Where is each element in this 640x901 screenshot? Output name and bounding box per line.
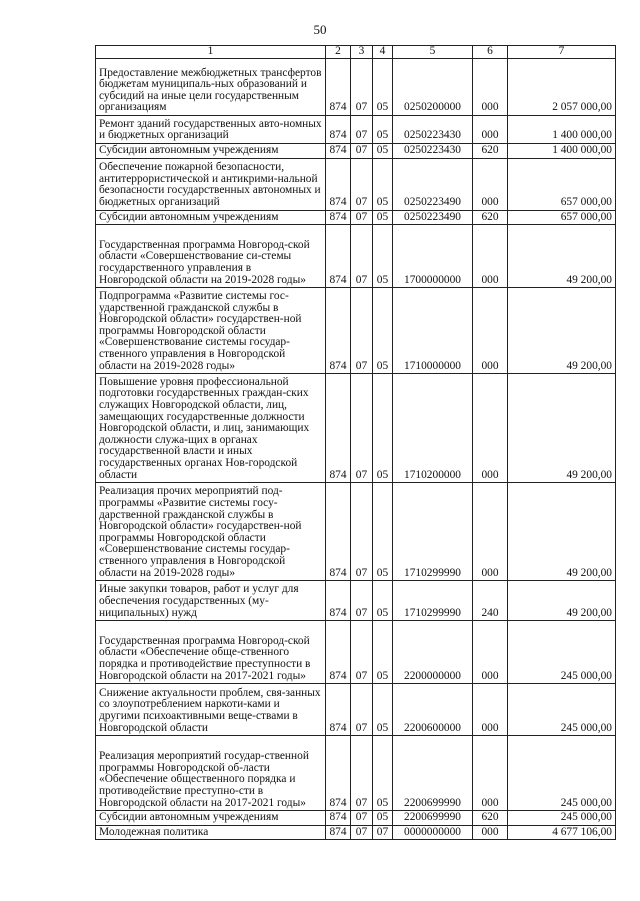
table-row [96, 736, 616, 811]
section-code: 07 [351, 225, 373, 288]
admin-code: 874 [326, 581, 351, 621]
subsection-code: 05 [373, 621, 393, 684]
column-header: 1 [96, 46, 326, 59]
section-code: 07 [351, 825, 373, 840]
target-article-code: 0250200000 [393, 59, 473, 116]
target-article-code: 0250223430 [393, 144, 473, 159]
table-row [96, 59, 616, 116]
amount-value: 49 200,00 [508, 288, 616, 374]
expense-type-code: 000 [473, 684, 508, 736]
row-name: Молодежная политика [96, 825, 326, 840]
table-row [96, 116, 616, 144]
section-code: 07 [351, 374, 373, 483]
table-row [96, 621, 616, 684]
target-article-code: 1710299990 [393, 581, 473, 621]
section-code: 07 [351, 811, 373, 826]
subsection-code: 05 [373, 225, 393, 288]
table-row [96, 811, 616, 826]
target-article-code: 1710200000 [393, 374, 473, 483]
expense-type-code: 620 [473, 811, 508, 826]
admin-code: 874 [326, 621, 351, 684]
row-name: Иные закупки товаров, работ и услуг для обеспечения государственных (му-ниципальных) нужд [96, 581, 326, 621]
expense-type-code: 000 [473, 116, 508, 144]
table-row [96, 288, 616, 374]
amount-value: 657 000,00 [508, 158, 616, 210]
section-code: 07 [351, 684, 373, 736]
row-name: Ремонт зданий государственных авто-номных и бюджетных организаций [96, 116, 326, 144]
subsection-code: 05 [373, 581, 393, 621]
table-row [96, 581, 616, 621]
table-row [96, 144, 616, 159]
amount-value: 657 000,00 [508, 210, 616, 225]
amount-value: 49 200,00 [508, 225, 616, 288]
row-name: Реализация мероприятий государ-ственной программы Новгородской об-ласти «Обеспечение общественного порядка и противодействие преступно-сти в Новгородской области на 2017-2021 годы» [96, 736, 326, 811]
target-article-code: 0250223490 [393, 158, 473, 210]
row-name: Обеспечение пожарной безопасности, антитеррористической и антикрими-нальной безопасности государственных автономных и бюджетных организаций [96, 158, 326, 210]
admin-code: 874 [326, 811, 351, 826]
amount-value: 245 000,00 [508, 684, 616, 736]
section-code: 07 [351, 581, 373, 621]
expense-type-code: 620 [473, 210, 508, 225]
row-name: Снижение актуальности проблем, свя-занных со злоупотреблением наркоти-ками и другими психоактивными веще-ствами в Новгородской области [96, 684, 326, 736]
section-code: 07 [351, 288, 373, 374]
admin-code: 874 [326, 116, 351, 144]
column-header: 3 [351, 46, 373, 59]
section-code: 07 [351, 158, 373, 210]
amount-value: 4 677 106,00 [508, 825, 616, 840]
target-article-code: 1700000000 [393, 225, 473, 288]
target-article-code: 1710299990 [393, 483, 473, 581]
target-article-code: 2200699990 [393, 736, 473, 811]
amount-value: 49 200,00 [508, 374, 616, 483]
section-code: 07 [351, 144, 373, 159]
section-code: 07 [351, 736, 373, 811]
table-row [96, 225, 616, 288]
section-code: 07 [351, 621, 373, 684]
subsection-code: 05 [373, 288, 393, 374]
admin-code: 874 [326, 684, 351, 736]
amount-value: 1 400 000,00 [508, 116, 616, 144]
admin-code: 874 [326, 144, 351, 159]
row-name: Субсидии автономным учреждениям [96, 210, 326, 225]
expense-type-code: 000 [473, 288, 508, 374]
subsection-code: 05 [373, 59, 393, 116]
admin-code: 874 [326, 374, 351, 483]
section-code: 07 [351, 116, 373, 144]
row-name: Государственная программа Новгород-ской области «Совершенствование си-стемы государственного управления в Новгородской области на 2019-2028 годы» [96, 225, 326, 288]
section-code: 07 [351, 483, 373, 581]
target-article-code: 2200699990 [393, 811, 473, 826]
admin-code: 874 [326, 59, 351, 116]
budget-table [95, 45, 616, 840]
table-row [96, 158, 616, 210]
subsection-code: 07 [373, 825, 393, 840]
row-name: Подпрограмма «Развитие системы гос-ударственной гражданской службы в Новгородской области» государствен-ной программы Новгородской области «Совершенствование системы государ-ственного управления в Новгородской области на 2019-2028 годы» [96, 288, 326, 374]
target-article-code: 2200000000 [393, 621, 473, 684]
target-article-code: 1710000000 [393, 288, 473, 374]
amount-value: 245 000,00 [508, 621, 616, 684]
section-code: 07 [351, 59, 373, 116]
admin-code: 874 [326, 225, 351, 288]
subsection-code: 05 [373, 736, 393, 811]
amount-value: 245 000,00 [508, 736, 616, 811]
expense-type-code: 000 [473, 621, 508, 684]
subsection-code: 05 [373, 374, 393, 483]
subsection-code: 05 [373, 811, 393, 826]
expense-type-code: 000 [473, 158, 508, 210]
admin-code: 874 [326, 483, 351, 581]
table-row [96, 825, 616, 840]
row-name: Реализация прочих мероприятий под-программы «Развитие системы госу-дарственной гражданской службы в Новгородской области» государствен-ной программы Новгородской области «Совершенствование системы государ-ственного управления в Новгородской области на 2019-2028 годы» [96, 483, 326, 581]
table-row [96, 684, 616, 736]
admin-code: 874 [326, 158, 351, 210]
row-name: Предоставление межбюджетных трансфертов бюджетам муниципаль-ных образований и субсидий на иные цели государственным организациям [96, 59, 326, 116]
target-article-code: 2200600000 [393, 684, 473, 736]
table-row [96, 374, 616, 483]
expense-type-code: 000 [473, 825, 508, 840]
subsection-code: 05 [373, 483, 393, 581]
expense-type-code: 000 [473, 225, 508, 288]
amount-value: 49 200,00 [508, 483, 616, 581]
expense-type-code: 240 [473, 581, 508, 621]
subsection-code: 05 [373, 116, 393, 144]
row-name: Субсидии автономным учреждениям [96, 811, 326, 826]
amount-value: 245 000,00 [508, 811, 616, 826]
expense-type-code: 000 [473, 374, 508, 483]
row-name: Повышение уровня профессиональной подготовки государственных граждан-ских служащих Новгородской области, лиц, замещающих государственные должности Новгородской области, и лиц, занимающих должности служа-щих в органах государственной власти и иных государственных органах Нов-городской области [96, 374, 326, 483]
table-row [96, 210, 616, 225]
expense-type-code: 000 [473, 483, 508, 581]
table-row [96, 483, 616, 581]
target-article-code: 0250223490 [393, 210, 473, 225]
column-header: 7 [508, 46, 616, 59]
amount-value: 2 057 000,00 [508, 59, 616, 116]
target-article-code: 0250223430 [393, 116, 473, 144]
column-header: 4 [373, 46, 393, 59]
admin-code: 874 [326, 210, 351, 225]
subsection-code: 05 [373, 144, 393, 159]
expense-type-code: 000 [473, 736, 508, 811]
amount-value: 1 400 000,00 [508, 144, 616, 159]
column-header: 6 [473, 46, 508, 59]
column-header: 5 [393, 46, 473, 59]
row-name: Субсидии автономным учреждениям [96, 144, 326, 159]
row-name: Государственная программа Новгород-ской области «Обеспечение обще-ственного порядка и противодействие преступности в Новгородской области на 2017-2021 годы» [96, 621, 326, 684]
admin-code: 874 [326, 736, 351, 811]
expense-type-code: 000 [473, 59, 508, 116]
admin-code: 874 [326, 288, 351, 374]
header-row [96, 46, 616, 59]
section-code: 07 [351, 210, 373, 225]
amount-value: 49 200,00 [508, 581, 616, 621]
page-number: 50 [313, 22, 327, 37]
expense-type-code: 620 [473, 144, 508, 159]
subsection-code: 05 [373, 158, 393, 210]
subsection-code: 05 [373, 684, 393, 736]
target-article-code: 0000000000 [393, 825, 473, 840]
subsection-code: 05 [373, 210, 393, 225]
column-header: 2 [326, 46, 351, 59]
admin-code: 874 [326, 825, 351, 840]
